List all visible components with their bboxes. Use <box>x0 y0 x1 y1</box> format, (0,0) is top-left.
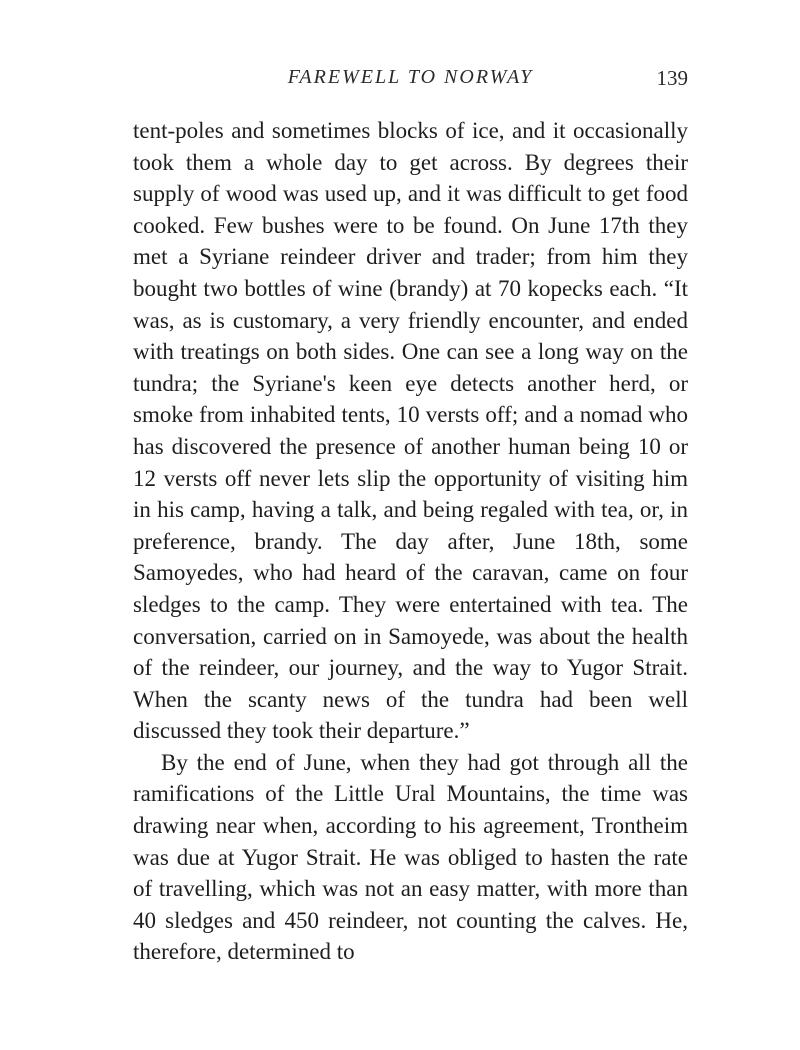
paragraph-2: By the end of June, when they had got through all the ramifications of the Little Ural Mountains, the time was drawing near when, according to his agreement, Trontheim was due at Yugor Strait. He was obliged to hasten the rate of travelling, which was not an easy matter, with more than 40 sledges and 450 reindeer, not counting the calves. He, therefore, determined to <box>133 749 688 965</box>
page-number: 139 <box>656 66 688 90</box>
body-text <box>133 115 688 968</box>
running-head <box>133 66 688 96</box>
running-title: FAREWELL TO NORWAY <box>287 66 534 88</box>
paragraph-1: tent-poles and sometimes blocks of ice, and it occasionally took them a whole day to get across. By degrees their supply of wood was used up, and it was difficult to get food cooked. Few bushes were to be found. On June 17th they met a Syriane reindeer driver and trader; from him they bought two bottles of wine (brandy) at 70 kopecks each. “It was, as is customary, a very friendly encounter, and ended with treatings on both sides. One can see a long way on the tundra; the Syriane's keen eye detects another herd, or smoke from inhabited tents, 10 versts off; and a nomad who has discovered the presence of another human being 10 or 12 versts off never lets slip the opportunity of visiting him in his camp, having a talk, and being regaled with tea, or, in preference, brandy. The day after, June 18th, some Samoyedes, who had heard of the caravan, came on four sledges to the camp. They were entertained with tea. The conversation, carried on in Samoyede, was about the health of the reindeer, our journey, and the way to Yugor Strait. When the scanty news of the tundra had been well discussed they took their departure.” <box>133 118 688 744</box>
